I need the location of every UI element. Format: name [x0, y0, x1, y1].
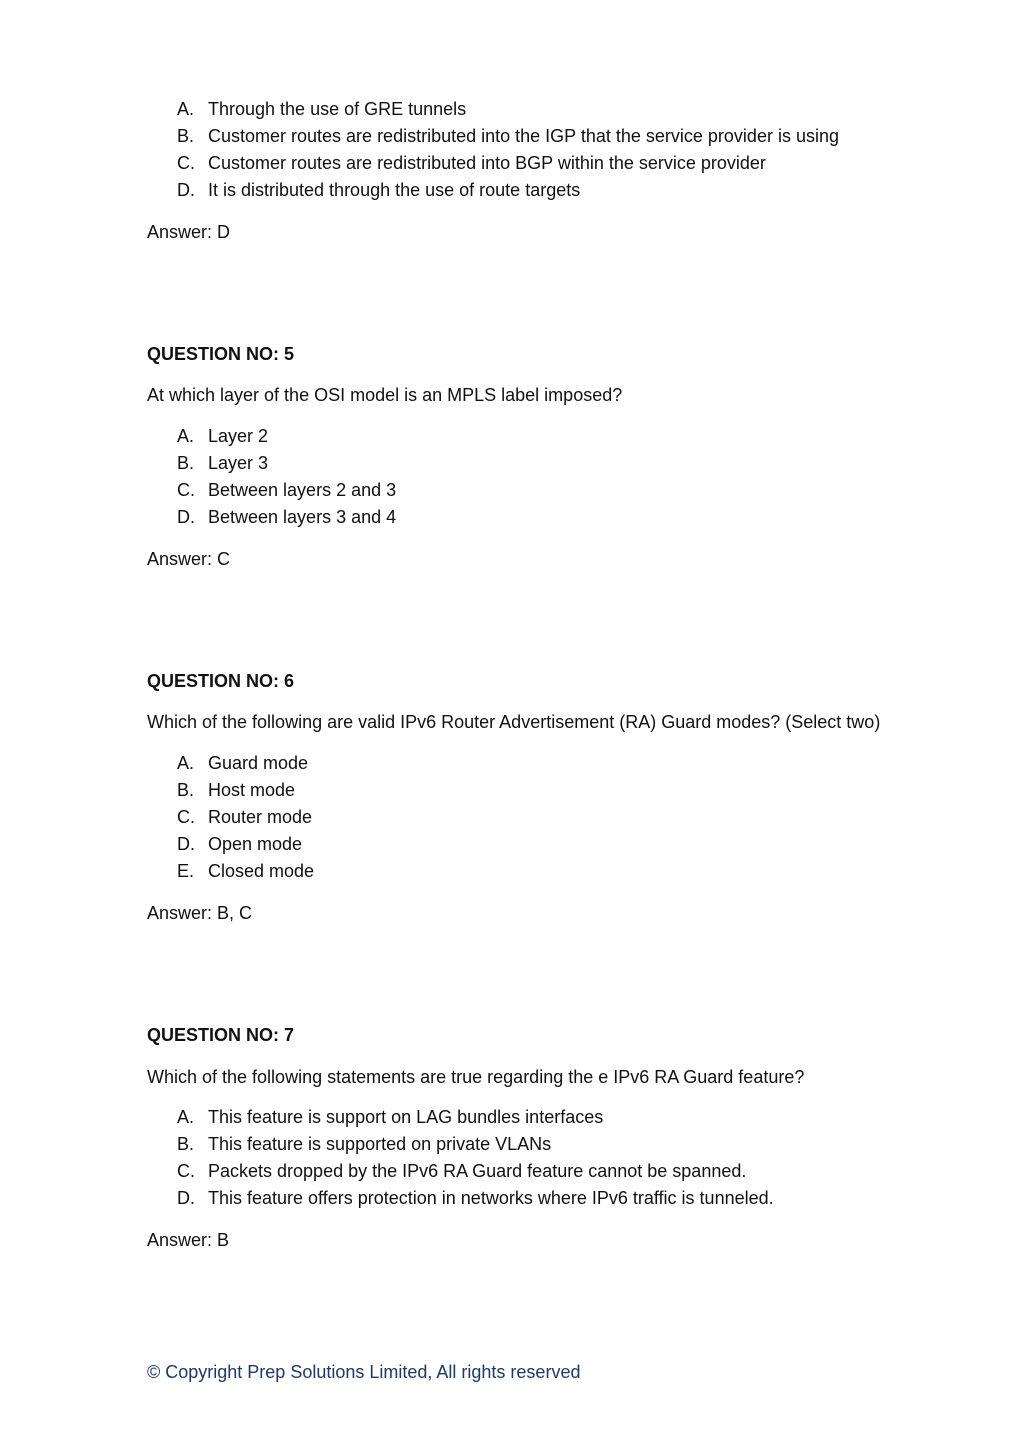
option-b: [147, 1131, 983, 1158]
option-letter: A.: [177, 1107, 195, 1127]
option-text: It is distributed through the use of route targets: [208, 180, 581, 200]
option-e: [147, 858, 983, 885]
option-d: [147, 177, 983, 204]
question-7-answer: Answer: B: [147, 1230, 230, 1250]
option-d: [147, 1185, 983, 1212]
option-c: [147, 804, 983, 831]
option-text: Guard mode: [208, 753, 309, 773]
option-text: This feature is supported on private VLANs: [208, 1134, 552, 1154]
option-text: Between layers 2 and 3: [208, 480, 397, 500]
option-text: This feature offers protection in networks where IPv6 traffic is tunneled.: [208, 1188, 774, 1208]
option-text: Closed mode: [208, 861, 315, 881]
question-5-title: QUESTION NO: 5: [147, 344, 295, 364]
option-c: [147, 150, 983, 177]
option-text: Between layers 3 and 4: [208, 507, 397, 527]
option-text: Layer 2: [208, 426, 269, 446]
option-letter: A.: [177, 753, 195, 773]
option-text: Layer 3: [208, 453, 269, 473]
option-d: [147, 831, 983, 858]
option-list: [147, 96, 983, 204]
option-letter: B.: [177, 780, 195, 800]
question-7-text: Which of the following statements are true regarding the e IPv6 RA Guard feature?: [147, 1067, 805, 1087]
question-5-options: [147, 423, 983, 531]
option-text: Customer routes are redistributed into the IGP that the service provider is using: [208, 126, 839, 146]
option-text: Through the use of GRE tunnels: [208, 99, 467, 119]
question-5-text: At which layer of the OSI model is an MPLS label imposed?: [147, 385, 623, 405]
option-a: [147, 423, 983, 450]
option-letter: D.: [177, 834, 195, 854]
option-text: Customer routes are redistributed into BGP within the service provider: [208, 153, 766, 173]
option-letter: C.: [177, 1161, 195, 1181]
option-list: [147, 1104, 983, 1212]
question-6-text: Which of the following are valid IPv6 Router Advertisement (RA) Guard modes? (Select two): [147, 712, 881, 732]
question-7-options: [147, 1104, 983, 1212]
option-c: [147, 1158, 983, 1185]
question-6-title: QUESTION NO: 6: [147, 671, 295, 691]
question-7-title: QUESTION NO: 7: [147, 1025, 295, 1045]
option-text: This feature is support on LAG bundles interfaces: [208, 1107, 604, 1127]
option-letter: D.: [177, 180, 195, 200]
option-a: [147, 750, 983, 777]
option-letter: C.: [177, 480, 195, 500]
option-text: Router mode: [208, 807, 313, 827]
option-b: [147, 777, 983, 804]
option-text: Open mode: [208, 834, 303, 854]
option-letter: C.: [177, 807, 195, 827]
prev-question-answer: Answer: D: [147, 222, 231, 242]
copyright-footer: © Copyright Prep Solutions Limited, All rights reserved: [147, 1362, 581, 1382]
option-letter: A.: [177, 99, 195, 119]
question-6-answer: Answer: B, C: [147, 903, 253, 923]
option-b: [147, 123, 983, 150]
option-list: [147, 750, 983, 885]
option-d: [147, 504, 983, 531]
option-letter: D.: [177, 507, 195, 527]
prev-question-options: [147, 96, 983, 204]
option-letter: B.: [177, 1134, 195, 1154]
option-c: [147, 477, 983, 504]
option-list: [147, 423, 983, 531]
option-b: [147, 450, 983, 477]
question-6-options: [147, 750, 983, 885]
option-letter: B.: [177, 126, 195, 146]
option-letter: A.: [177, 426, 195, 446]
option-letter: E.: [177, 861, 195, 881]
option-a: [147, 96, 983, 123]
option-letter: C.: [177, 153, 195, 173]
question-5-answer: Answer: C: [147, 549, 231, 569]
option-text: Packets dropped by the IPv6 RA Guard feature cannot be spanned.: [208, 1161, 747, 1181]
option-letter: D.: [177, 1188, 195, 1208]
option-letter: B.: [177, 453, 195, 473]
option-text: Host mode: [208, 780, 296, 800]
option-a: [147, 1104, 983, 1131]
